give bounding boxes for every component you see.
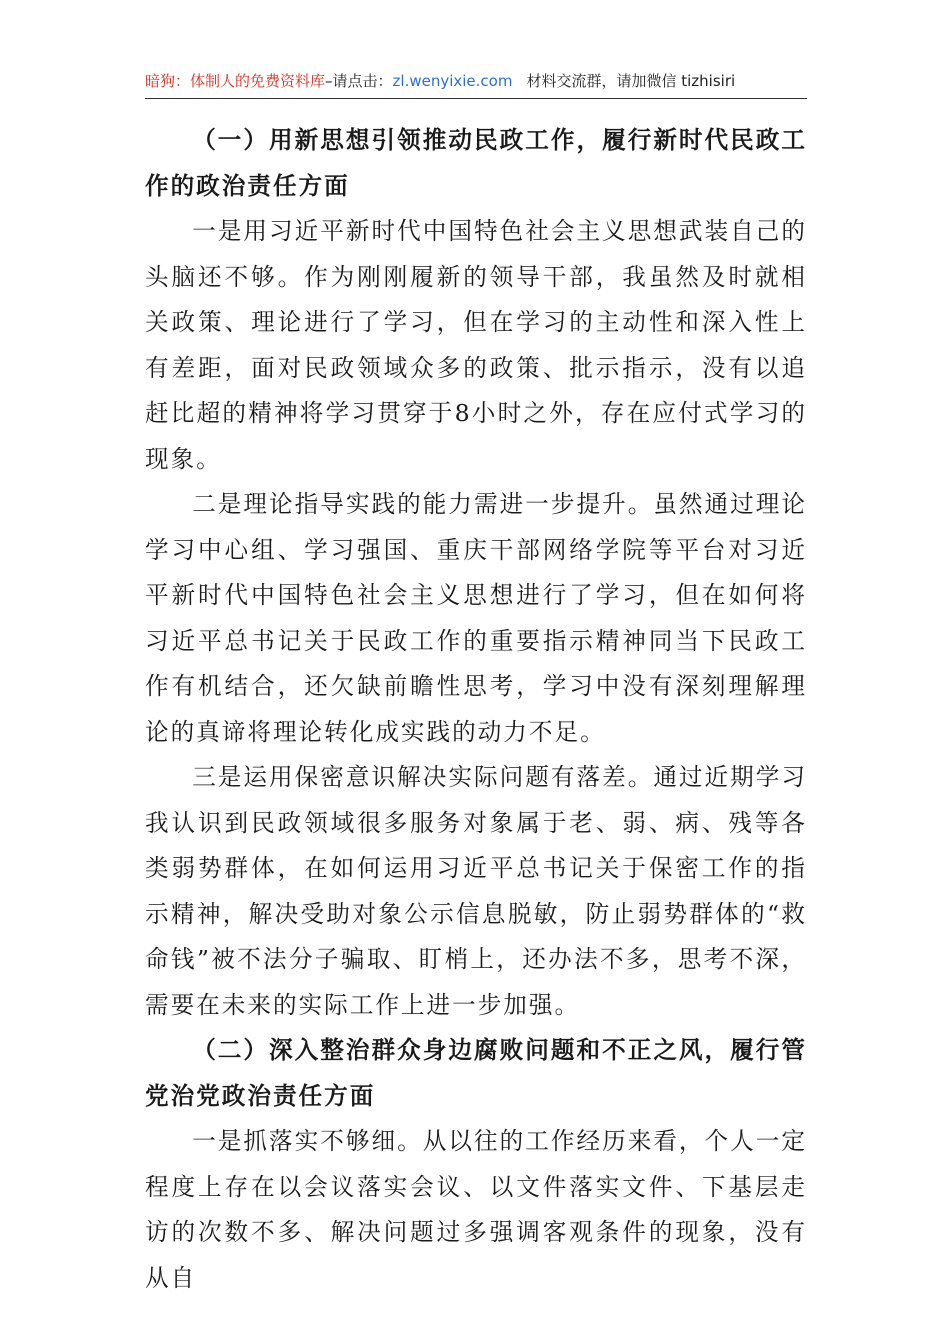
body-paragraph: 二是理论指导实践的能力需进一步提升。虽然通过理论学习中心组、学习强国、重庆干部网络学院等平台对习近平新时代中国特色社会主义思想进行了学习，但在如何将习近平总书记关于民政工作的重要指示精神同当下民政工作有机结合，还欠缺前瞻性思考，学习中没有深刻理解理论的真谛将理论转化成实践的动力不足。	[145, 490, 807, 746]
body-paragraph: 一是抓落实不够细。从以往的工作经历来看，个人一定程度上存在以会议落实会议、以文件落实文件、下基层走访的次数不多、解决问题过多强调客观条件的现象，没有从自	[145, 1127, 807, 1292]
document-body	[145, 118, 807, 1301]
header-click-prompt: –请点击：	[325, 72, 393, 90]
header-site-name: 暗狗：体制人的免费资料库	[145, 72, 326, 90]
page-header	[145, 70, 807, 99]
header-wechat-note: 材料交流群，请加微信 tizhisiri	[526, 72, 736, 90]
body-paragraph: 三是运用保密意识解决实际问题有落差。通过近期学习我认识到民政领域很多服务对象属于老、弱、病、残等各类弱势群体，在如何运用习近平总书记关于保密工作的指示精神，解决受助对象公示信息脱敏，防止弱势群体的“救命钱”被不法分子骗取、盯梢上，还办法不多，思考不深，需要在未来的实际工作上进一步加强。	[145, 763, 807, 1019]
header-url-link[interactable]: zl.wenyixie.com	[392, 72, 513, 90]
body-paragraph: 一是用习近平新时代中国特色社会主义思想武装自己的头脑还不够。作为刚刚履新的领导干部，我虽然及时就相关政策、理论进行了学习，但在学习的主动性和深入性上有差距，面对民政领域众多的政策、批示指示，没有以追赶比超的精神将学习贯穿于8小时之外，存在应付式学习的现象。	[145, 217, 807, 473]
section-heading-1: （一）用新思想引领推动民政工作，履行新时代民政工作的政治责任方面	[145, 126, 807, 200]
section-heading-2: （二）深入整治群众身边腐败问题和不正之风，履行管党治党政治责任方面	[145, 1036, 807, 1110]
